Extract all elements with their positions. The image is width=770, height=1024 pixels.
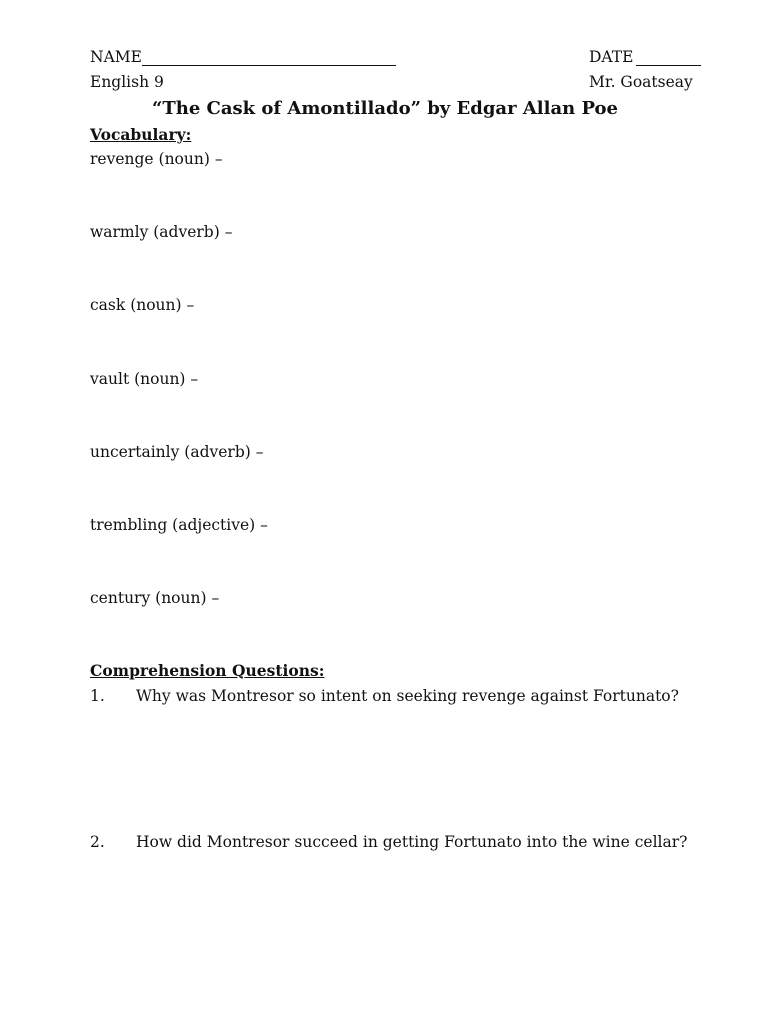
- date-label: DATE: [589, 48, 634, 66]
- vocab-item: uncertainly (adverb) –: [90, 443, 264, 461]
- course-name: English 9: [90, 73, 164, 91]
- vocab-item: revenge (noun) –: [90, 150, 223, 168]
- teacher-name: Mr. Goatseay: [589, 73, 693, 91]
- vocabulary-heading: Vocabulary:: [90, 125, 192, 144]
- date-blank-line[interactable]: [636, 65, 701, 66]
- page-title: “The Cask of Amontillado” by Edgar Allan Poe: [151, 98, 619, 119]
- vocab-item: cask (noun) –: [90, 296, 195, 314]
- question-text: How did Montresor succeed in getting Fortunato into the wine cellar?: [136, 833, 688, 851]
- question-number: 2.: [90, 833, 105, 851]
- vocab-item: trembling (adjective) –: [90, 516, 268, 534]
- vocab-item: warmly (adverb) –: [90, 223, 233, 241]
- name-blank-line[interactable]: [142, 65, 396, 66]
- question-text: Why was Montresor so intent on seeking revenge against Fortunato?: [136, 687, 679, 705]
- name-date-row: [90, 47, 710, 69]
- vocab-item: vault (noun) –: [90, 370, 199, 388]
- question-number: 1.: [90, 687, 105, 705]
- comprehension-heading: Comprehension Questions:: [90, 661, 325, 680]
- name-label: NAME: [90, 48, 142, 66]
- vocab-item: century (noun) –: [90, 589, 220, 607]
